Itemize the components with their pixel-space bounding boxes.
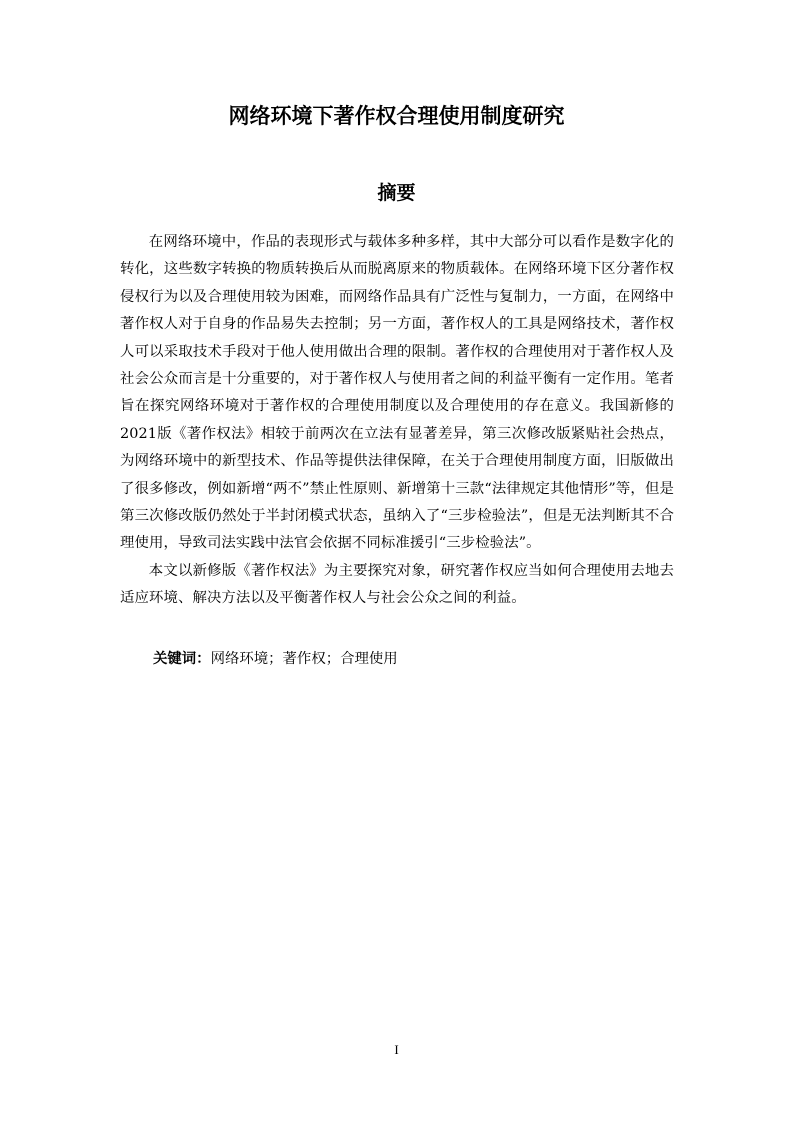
page-number: I: [394, 1042, 399, 1057]
abstract-heading: 摘要: [377, 182, 416, 204]
keywords-label: 关键词：: [153, 651, 211, 667]
keywords-line: [153, 646, 398, 673]
abstract-body: [120, 229, 674, 613]
document-title: 网络环境下著作权合理使用制度研究: [228, 104, 565, 128]
abstract-paragraph: 在网络环境中，作品的表现形式与载体多种多样，其中大部分可以看作是数字化的转化，这些数字转换的物质转换后从而脱离原来的物质载体。在网络环境下区分著作权侵权行为以及合理使用较为困难，而网络作品具有广泛性与复制力，一方面，在网络中著作权人对于自身的作品易失去控制；另一方面，著作权人的工具是网络技术，著作权人可以采取技术手段对于他人使用做出合理的限制。著作权的合理使用对于著作权人及社会公众而言是十分重要的，对于著作权人与使用者之间的利益平衡有一定作用。笔者旨在探究网络环境对于著作权的合理使用制度以及合理使用的存在意义。我国新修的2021版《著作权法》相较于前两次在立法有显著差异，第三次修改版紧贴社会热点，为网络环境中的新型技术、作品等提供法律保障，在关于合理使用制度方面，旧版做出了很多修改，例如新增“两不”禁止性原则、新增第十三款“法律规定其他情形”等，但是第三次修改版仍然处于半封闭模式状态，虽纳入了“三步检验法”，但是无法判断其不合理使用，导致司法实践中法官会依据不同标准援引“三步检验法”。: [120, 234, 674, 552]
abstract-paragraph: 本文以新修版《著作权法》为主要探究对象，研究著作权应当如何合理使用去地去适应环境、解决方法以及平衡著作权人与社会公众之间的利益。: [120, 562, 674, 607]
keywords-text: 网络环境；著作权；合理使用: [210, 651, 398, 667]
